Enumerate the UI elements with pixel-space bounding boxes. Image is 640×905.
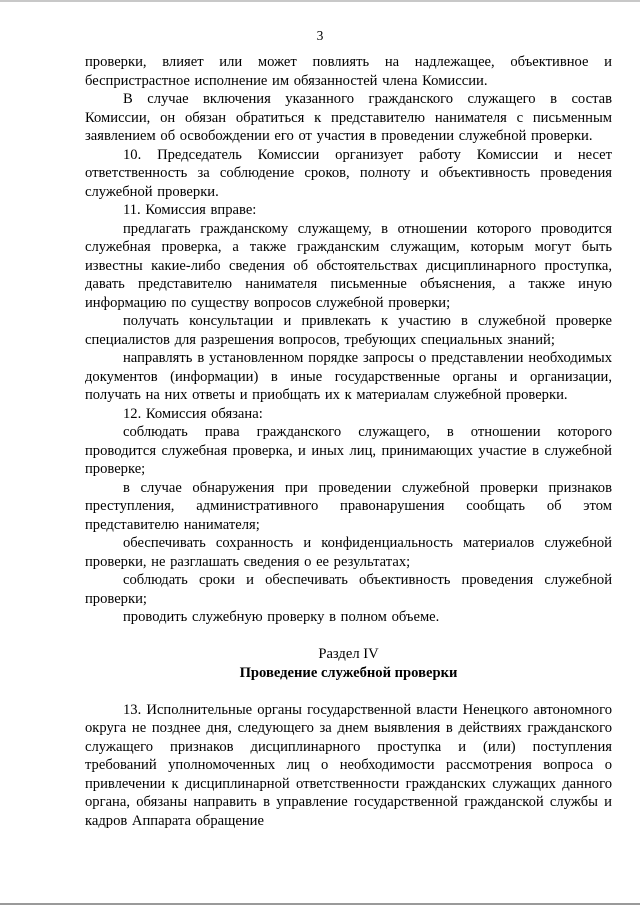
paragraph: 12. Комиссия обязана: [123,405,263,422]
paragraph: проводить служебную проверку в полном объеме. [123,609,440,625]
section-label: Раздел IV [318,646,379,662]
page-number: 3 [316,28,324,43]
paragraph: проверки, влияет или может повлиять на надлежащее, объективное и беспристрастное исполнение им обязанностей члена Комиссии. [85,54,612,89]
paragraph: 11. Комиссия вправе: [123,202,257,218]
paragraph: в случае обнаружения при проведении служебной проверки признаков преступления, административного правонарушения сообщать об этом представителю нанимателя; [85,479,612,533]
paragraph: предлагать гражданскому служащему, в отношении которого проводится служебная проверка, а также гражданским служащим, которым могут быть известны какие-либо сведения об обстоятельствах дисциплинарного проступка, давать представителю нанимателя письменные объяснения, а также иную информацию по существу вопросов служебной проверки; [85,220,612,311]
paragraph: направлять в установленном порядке запросы о представлении необходимых документов (информации) в иные государственные органы и организации, получать на них ответы и приобщать их к материалам служебной проверки. [85,350,612,403]
paragraph: соблюдать сроки и обеспечивать объективность проведения служебной проверки; [85,572,612,607]
document-body [85,53,612,830]
paragraph: В случае включения указанного гражданского служащего в состав Комиссии, он обязан обратиться к представителю нанимателя с письменным заявлением об освобождении его от участия в проведении служебной проверки. [85,91,612,144]
scan-edge-top [0,0,640,2]
paragraph: обеспечивать сохранность и конфиденциальность материалов служебной проверки, не разглашать сведения о ее результатах; [85,535,612,570]
paragraph: соблюдать права гражданского служащего, в отношении которого проводится служебная проверка, и иных лиц, принимающих участие в служебной проверке; [85,424,612,477]
section-title: Проведение служебной проверки [239,664,458,681]
paragraph: 10. Председатель Комиссии организует работу Комиссии и несет ответственность за соблюдение сроков, полноту и объективность проведения служебной проверки. [85,146,612,200]
paragraph: получать консультации и привлекать к участию в служебной проверке специалистов для разрешения вопросов, требующих специальных знаний; [85,313,612,348]
paragraph: 13. Исполнительные органы государственной власти Ненецкого автономного округа не позднее дня, следующего за днем выявления в действиях гражданского служащего признаков дисциплинарного проступка и (или) поступления требований уполномоченных лиц о необходимости рассмотрения вопроса о привлечении к дисциплинарной ответственности гражданских служащих данного органа, обязаны направить в управление государственной гражданской службы и кадров Аппарата обращение [85,701,612,829]
